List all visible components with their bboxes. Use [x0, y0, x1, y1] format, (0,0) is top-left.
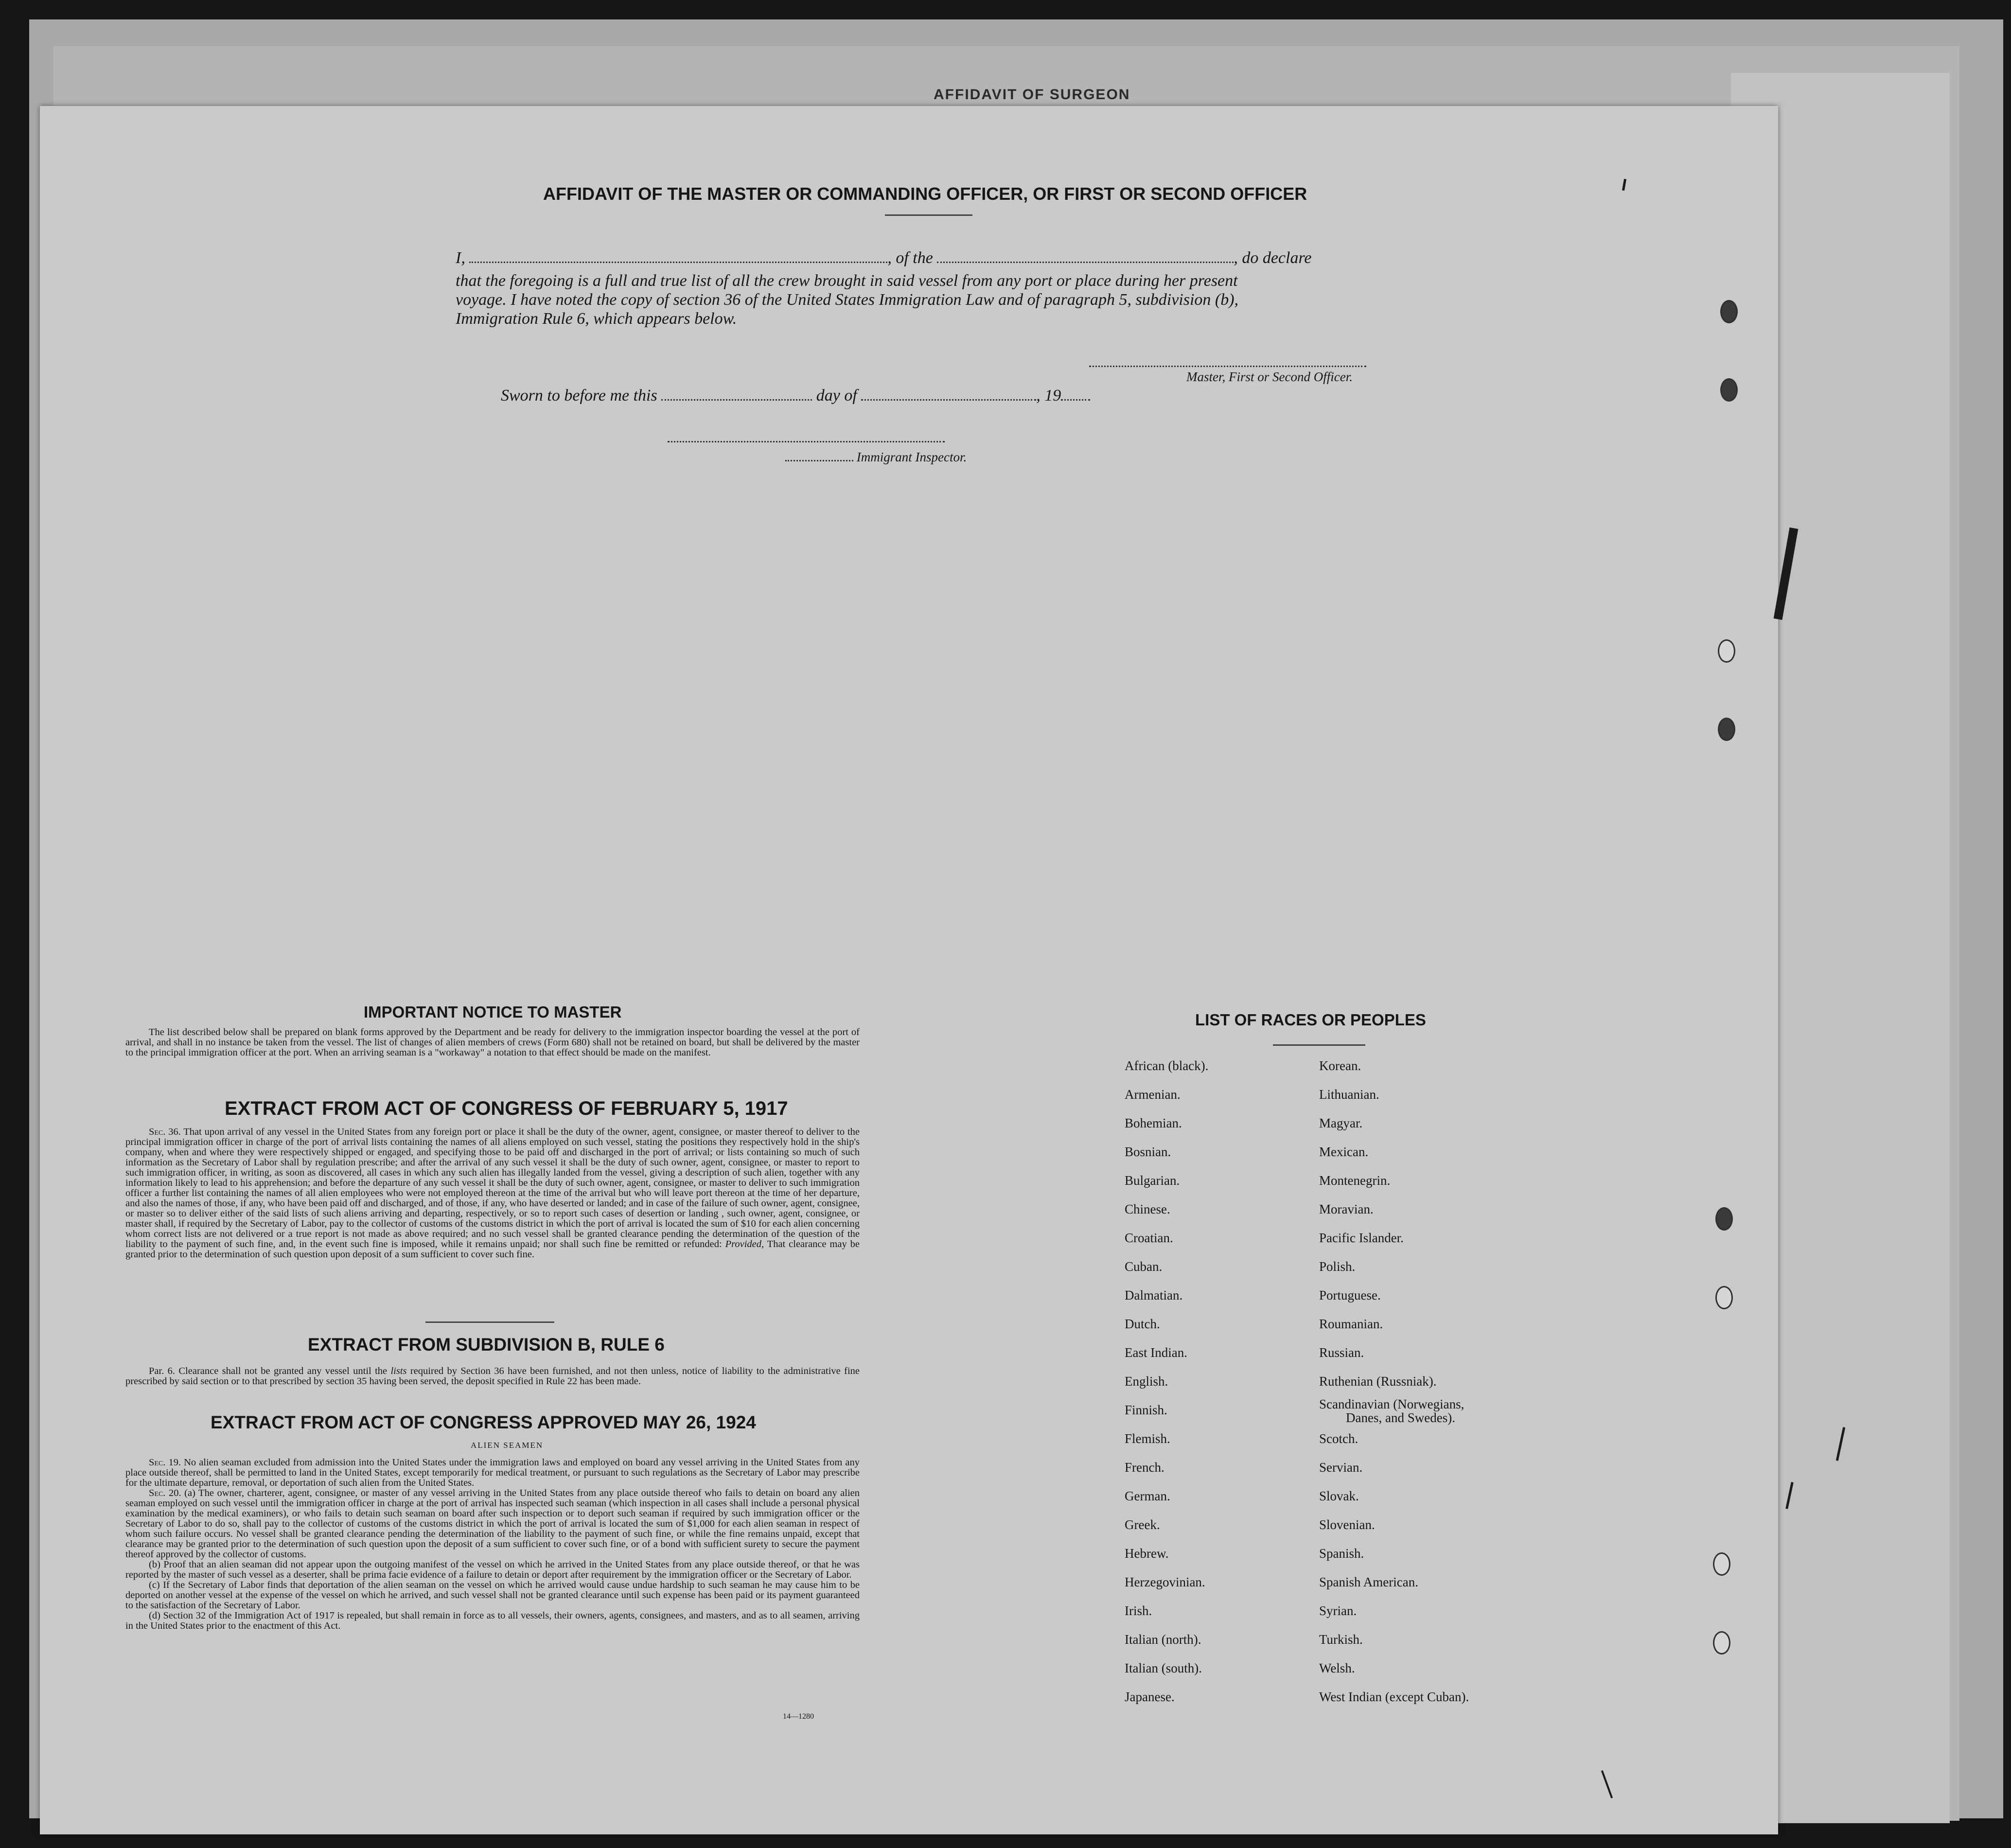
divider: [425, 1321, 554, 1323]
race-item: Armenian.: [1125, 1087, 1181, 1102]
back-sheet-title: AFFIDAVIT OF SURGEON: [934, 87, 1130, 103]
extract-1917-end: That clearance may be granted prior to the determination of such question upon deposit of a sum sufficient to cover such fine.: [125, 1239, 860, 1260]
extract-1924-text: [125, 1458, 860, 1631]
sworn-month-field[interactable]: [861, 386, 1036, 401]
provided-word: Provided,: [725, 1239, 764, 1250]
race-item: Spanish American.: [1319, 1575, 1418, 1589]
punch-hole: [1720, 300, 1738, 323]
race-item: Welsh.: [1319, 1661, 1355, 1675]
race-item: Scandinavian (Norwegians,: [1319, 1397, 1464, 1411]
race-item: Moravian.: [1319, 1202, 1374, 1216]
master-signature-field[interactable]: [1089, 365, 1366, 367]
inspector-signature-field[interactable]: [668, 440, 945, 442]
master-signature-label: Master, First or Second Officer.: [1186, 370, 1353, 384]
race-item: Bohemian.: [1125, 1116, 1182, 1130]
race-item: Servian.: [1319, 1460, 1363, 1475]
race-item: Lithuanian.: [1319, 1087, 1379, 1102]
race-item: Herzegovinian.: [1125, 1575, 1205, 1589]
punch-hole: [1713, 1631, 1730, 1654]
punch-hole: [1718, 639, 1735, 663]
punch-hole: [1718, 718, 1735, 741]
race-item: French.: [1125, 1460, 1164, 1475]
race-item: Dutch.: [1125, 1317, 1160, 1331]
race-item-continued: Danes, and Swedes).: [1346, 1410, 1455, 1425]
race-item: Italian (north).: [1125, 1632, 1201, 1647]
extract-rule6-a: Par. 6. Clearance shall not be granted any vessel until the: [149, 1366, 388, 1376]
race-item: Korean.: [1319, 1058, 1361, 1073]
form-code: 14—1280: [783, 1712, 814, 1721]
affidavit-do-declare: , do declare: [1234, 249, 1312, 267]
affidavit-title: AFFIDAVIT OF THE MASTER OR COMMANDING OFFICER, OR FIRST OR SECOND OFFICER: [543, 184, 1307, 204]
punch-hole: [1713, 1552, 1730, 1576]
race-item: Japanese.: [1125, 1690, 1175, 1704]
race-item: West Indian (except Cuban).: [1319, 1690, 1469, 1704]
vessel-field[interactable]: [937, 248, 1234, 263]
name-field[interactable]: [469, 248, 887, 263]
extract-1917-text: [125, 1127, 860, 1260]
affidavit-line-3: voyage. I have noted the copy of section 36 of the United States Immigration Law and of paragraph 5, subdivision (b),: [456, 291, 1239, 309]
sworn-day-field[interactable]: [661, 386, 812, 401]
sworn-day-of: day of: [816, 387, 857, 405]
race-item: Pacific Islander.: [1319, 1231, 1404, 1245]
sec20c-body: (c) If the Secretary of Labor finds that deportation of the alien seaman on the vessel on which he arrived would cause undue hardship to such seaman he may cause him to be deported on another vessel at the expense of the vessel on which he arrived, and such vessel shall not be granted clearance until such expense has been paid or its payment guaranteed to the satisfaction of the Secretary of Labor.: [125, 1580, 860, 1611]
extract-1917-title: EXTRACT FROM ACT OF CONGRESS OF FEBRUARY 5, 1917: [225, 1098, 788, 1119]
sworn-line: [501, 386, 1090, 405]
lists-word: lists: [390, 1366, 407, 1376]
race-item: Dalmatian.: [1125, 1288, 1183, 1302]
race-item: Syrian.: [1319, 1603, 1357, 1618]
sworn-prefix: Sworn to before me this: [501, 387, 657, 405]
race-item: Slovak.: [1319, 1489, 1359, 1503]
affidavit-i: I,: [456, 249, 465, 267]
affidavit-line-4: Immigration Rule 6, which appears below.: [456, 310, 737, 328]
race-item: Italian (south).: [1125, 1661, 1202, 1675]
race-item: Hebrew.: [1125, 1546, 1169, 1561]
sec20a-paragraph: [125, 1488, 860, 1560]
inspector-label-text: Immigrant Inspector.: [856, 450, 967, 464]
notice-body: The list described below shall be prepared on blank forms approved by the Department and be ready for delivery to the immigration inspector boarding the vessel at the port of arrival, and shall in no instance be taken from the vessel. The list of changes of alien members of crews (Form 680) shall not be retained on board, but shall be delivered by the master to the principal immigration officer at the port. When an arriving seaman is a "workaway" a notation to that effect should be made on the manifest.: [125, 1027, 860, 1058]
sec20a-body: (a) The owner, charterer, agent, consignee, or master of any vessel arriving in the United States from any place outside thereof who fails to detain on board any alien seaman employed on such vessel until the immigration officer in charge at the port of arrival has inspected such seaman (which inspection in all cases shall include a personal physical examination by the medical examiners), or who fails to detain such seaman on board after such inspection or to deport such seaman if required by such immigration officer or the Secretary of Labor to do so, shall pay to the collector of customs of the customs district in which the port of arrival is located the sum of $1,000 for each alien seaman in respect of whom such failure occurs. No vessel shall be granted clearance pending the determination of the liability to the payment of such fine, or while the fine remains unpaid, except that clearance may be granted prior to the determination of such question upon the deposit of a sum sufficient to cover such fine, or of a bond with sufficient surety to secure the payment thereof approved by the collector of customs.: [125, 1488, 860, 1560]
sworn-year: , 19: [1036, 387, 1061, 405]
race-item: Bulgarian.: [1125, 1173, 1180, 1188]
race-item: African (black).: [1125, 1058, 1209, 1073]
race-item: Polish.: [1319, 1259, 1356, 1274]
divider: [885, 214, 972, 216]
divider: [1273, 1044, 1365, 1046]
punch-hole: [1720, 378, 1738, 402]
race-item: Portuguese.: [1319, 1288, 1381, 1302]
inspector-name-field[interactable]: [785, 451, 853, 461]
race-item: Spanish.: [1319, 1546, 1364, 1561]
sec20b-body: (b) Proof that an alien seaman did not appear upon the outgoing manifest of the vessel on which he arrived in the United States from any place outside thereof, or that he was reported by the master of such vessel as a deserter, shall be prima facie evidence of a failure to detain or deport after requirement by the immigration officer or the Secretary of Labor.: [125, 1559, 860, 1580]
alien-seamen-subtitle: ALIEN SEAMEN: [471, 1441, 544, 1450]
races-title: LIST OF RACES OR PEOPLES: [1195, 1011, 1426, 1029]
extract-1917-body: That upon arrival of any vessel in the United States from any foreign port or place it shall be the duty of the owner, agent, consignee, or master thereof to deliver to the principal immigration officer in charge of the port of arrival lists containing the names of all aliens employed on such vessel, stating the positions they respectively hold in the ship's company, when and where they were respectively shipped or engaged, and specifying those to be paid off and discharged in the port of arrival; or lists containing so much of such information as the Secretary of Labor shall by regulation prescribe; and after the arrival of any such vessel it shall be the duty of such owner, agent, consignee, or master to report to such immigration officer, in writing, as soon as discovered, all cases in which any such alien has illegally landed from the vessel, giving a description of such alien, together with any information likely to lead to his apprehension; and before the departure of any such vessel it shall be the duty of such owner, agent, consignee, or master to deliver to such immigration officer a further list containing the names of all alien employees who were not employed thereon at the time of the arrival but who will leave port thereon at the time of her departure, and also the names of those, if any, who have been paid off and discharged, and of those, if any, who have deserted or landed; and in case of the failure of such owner, agent, consignee, or master so to deliver either of the said lists of such aliens arriving and departing, respectively, or so to report such cases of desertion or landing , such owner, agent, consignee, or master shall, if required by the Secretary of Labor, pay to the collector of customs of the customs district in which the port of arrival is located the sum of $10 for each alien concerning whom correct lists are not delivered or a true report is not made as above required; and no such vessel shall be granted clearance pending the determination of the question of the liability to the payment of such fine, and, in the event such fine is imposed, while it remains unpaid; nor shall such fine be remitted or refunded:: [125, 1126, 860, 1250]
sec20b-paragraph: [125, 1560, 860, 1580]
race-item: Russian.: [1319, 1345, 1364, 1360]
sec20c-paragraph: [125, 1580, 860, 1611]
sec19-body: No alien seaman excluded from admission into the United States under the immigration laws and employed on board any vessel arriving in the United States from any place outside thereof, shall be permitted to land in the United States, except temporarily for medical treatment, or pursuant to such regulations as the Secretary of Labor may prescribe for the ultimate departure, removal, or deportation of such alien from the United States.: [125, 1457, 860, 1488]
race-item: Greek.: [1125, 1517, 1160, 1532]
race-item: Chinese.: [1125, 1202, 1170, 1216]
extract-rule6-text: [125, 1366, 860, 1387]
race-item: East Indian.: [1125, 1345, 1187, 1360]
sec20d-body: (d) Section 32 of the Immigration Act of 1917 is repealed, but shall remain in force as to all vessels, their owners, agents, consignees, and masters, and as to all seamen, arriving in the United States prior to the enactment of this Act.: [125, 1610, 860, 1631]
notice-text: [125, 1027, 860, 1058]
extract-rule6-b: required by Section 36 have been furnished, and not then unless, notice of liability to the administrative fine prescribed by said section or to that prescribed by section 35 having been served, the deposit specified in Rule 22 has been made.: [125, 1366, 860, 1387]
sworn-year-field[interactable]: [1061, 386, 1090, 401]
race-item: English.: [1125, 1374, 1168, 1389]
extract-1924-title: EXTRACT FROM ACT OF CONGRESS APPROVED MAY 26, 1924: [211, 1412, 756, 1432]
section-label: Sec. 19.: [149, 1457, 181, 1468]
sec20d-paragraph: [125, 1611, 860, 1631]
sec19-paragraph: [125, 1458, 860, 1488]
race-item: Irish.: [1125, 1603, 1152, 1618]
inspector-label: [785, 450, 967, 465]
section-label: Sec. 36.: [149, 1126, 181, 1137]
punch-hole: [1715, 1286, 1733, 1309]
race-item: Cuban.: [1125, 1259, 1163, 1274]
race-item: Flemish.: [1125, 1431, 1170, 1446]
race-item: German.: [1125, 1489, 1170, 1503]
race-item: Croatian.: [1125, 1231, 1173, 1245]
race-item: Bosnian.: [1125, 1144, 1171, 1159]
race-item: Turkish.: [1319, 1632, 1363, 1647]
notice-title: IMPORTANT NOTICE TO MASTER: [364, 1003, 622, 1021]
race-item: Montenegrin.: [1319, 1173, 1391, 1188]
race-item: Ruthenian (Russniak).: [1319, 1374, 1437, 1389]
extract-rule6-title: EXTRACT FROM SUBDIVISION B, RULE 6: [308, 1335, 665, 1355]
race-item: Mexican.: [1319, 1144, 1369, 1159]
race-item: Scotch.: [1319, 1431, 1358, 1446]
section-label: Sec. 20.: [149, 1488, 181, 1498]
affidavit-line-1: [456, 248, 1406, 268]
race-item: Magyar.: [1319, 1116, 1363, 1130]
race-item: Roumanian.: [1319, 1317, 1383, 1331]
race-item: Slovenian.: [1319, 1517, 1375, 1532]
affidavit-of-the: , of the: [887, 249, 933, 267]
race-item: Finnish.: [1125, 1403, 1167, 1417]
affidavit-line-2: that the foregoing is a full and true list of all the crew brought in said vessel from any port or place during her present: [456, 272, 1238, 290]
punch-hole: [1715, 1207, 1733, 1231]
